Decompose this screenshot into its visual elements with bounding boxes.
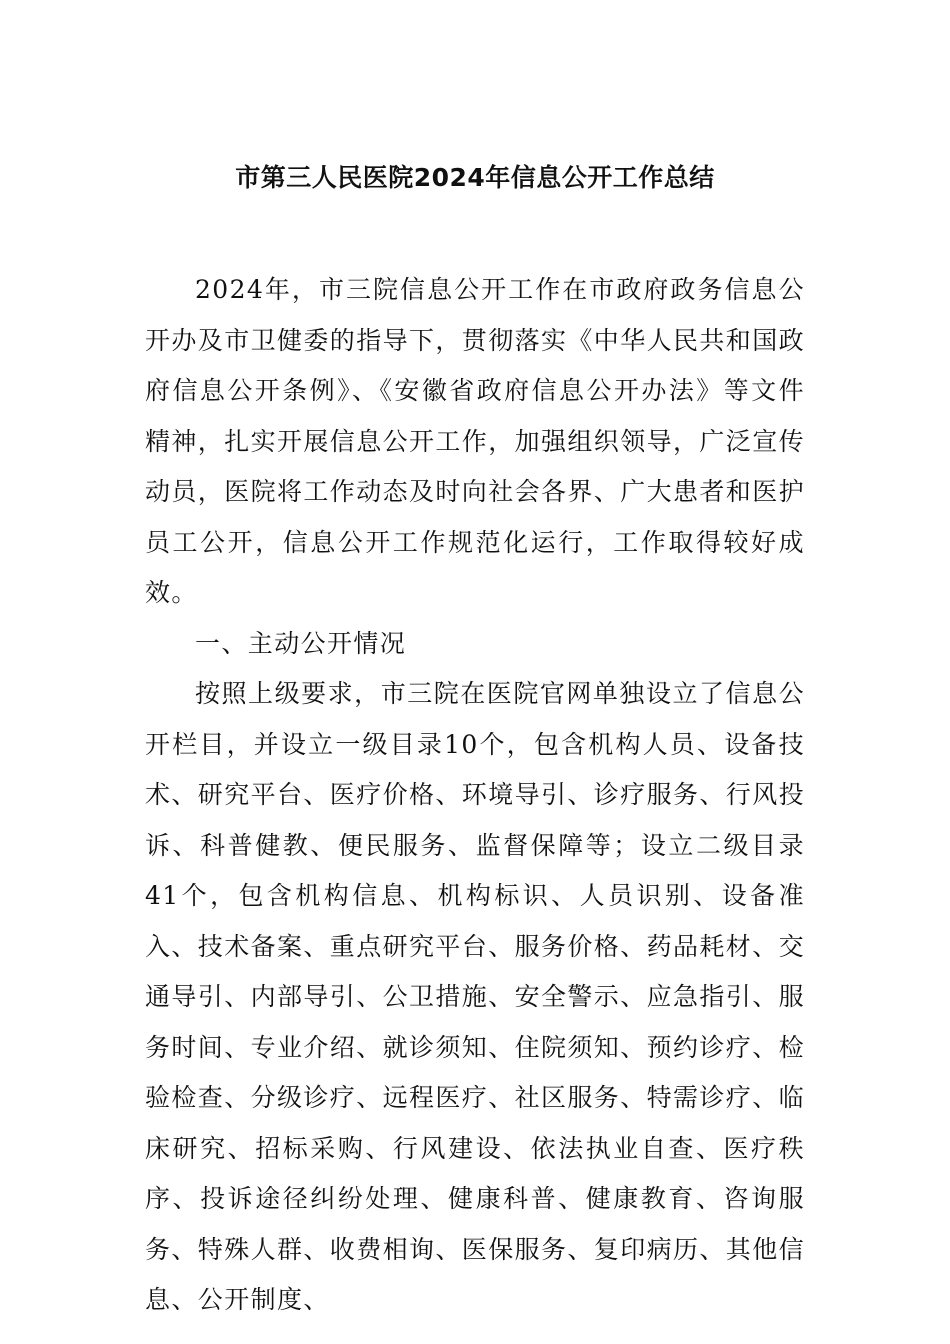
document-title: 市第三人民医院2024年信息公开工作总结 [235, 163, 715, 192]
section-heading: 一、主动公开情况 [195, 628, 407, 658]
body-paragraph: 按照上级要求，市三院在医院官网单独设立了信息公开栏目，并设立一级目录10个，包含机构人员、设备技术、研究平台、医疗价格、环境导引、诊疗服务、行风投诉、科普健教、便民服务、监督保障等；设立二级目录41个，包含机构信息、机构标识、人员识别、设备准入、技术备案、重点研究平台、服务价格、药品耗材、交通导引、内部导引、公卫措施、安全警示、应急指引、服务时间、专业介绍、就诊须知、住院须知、预约诊疗、检验检查、分级诊疗、远程医疗、社区服务、特需诊疗、临床研究、招标采购、行风建设、依法执业自查、医疗秩序、投诉途径纠纷处理、健康科普、健康教育、咨询服务、特殊人群、收费相询、医保服务、复印病历、其他信息、公开制度、 [145, 679, 806, 1314]
intro-paragraph: 2024年，市三院信息公开工作在市政府政务信息公开办及市卫健委的指导下，贯彻落实《中华人民共和国政府信息公开条例》、《安徽省政府信息公开办法》等文件精神，扎实开展信息公开工作，加强组织领导，广泛宣传动员，医院将工作动态及时向社会各界、广大患者和医护员工公开，信息公开工作规范化运行，工作取得较好成效。 [145, 275, 806, 607]
document-body [145, 265, 805, 1326]
